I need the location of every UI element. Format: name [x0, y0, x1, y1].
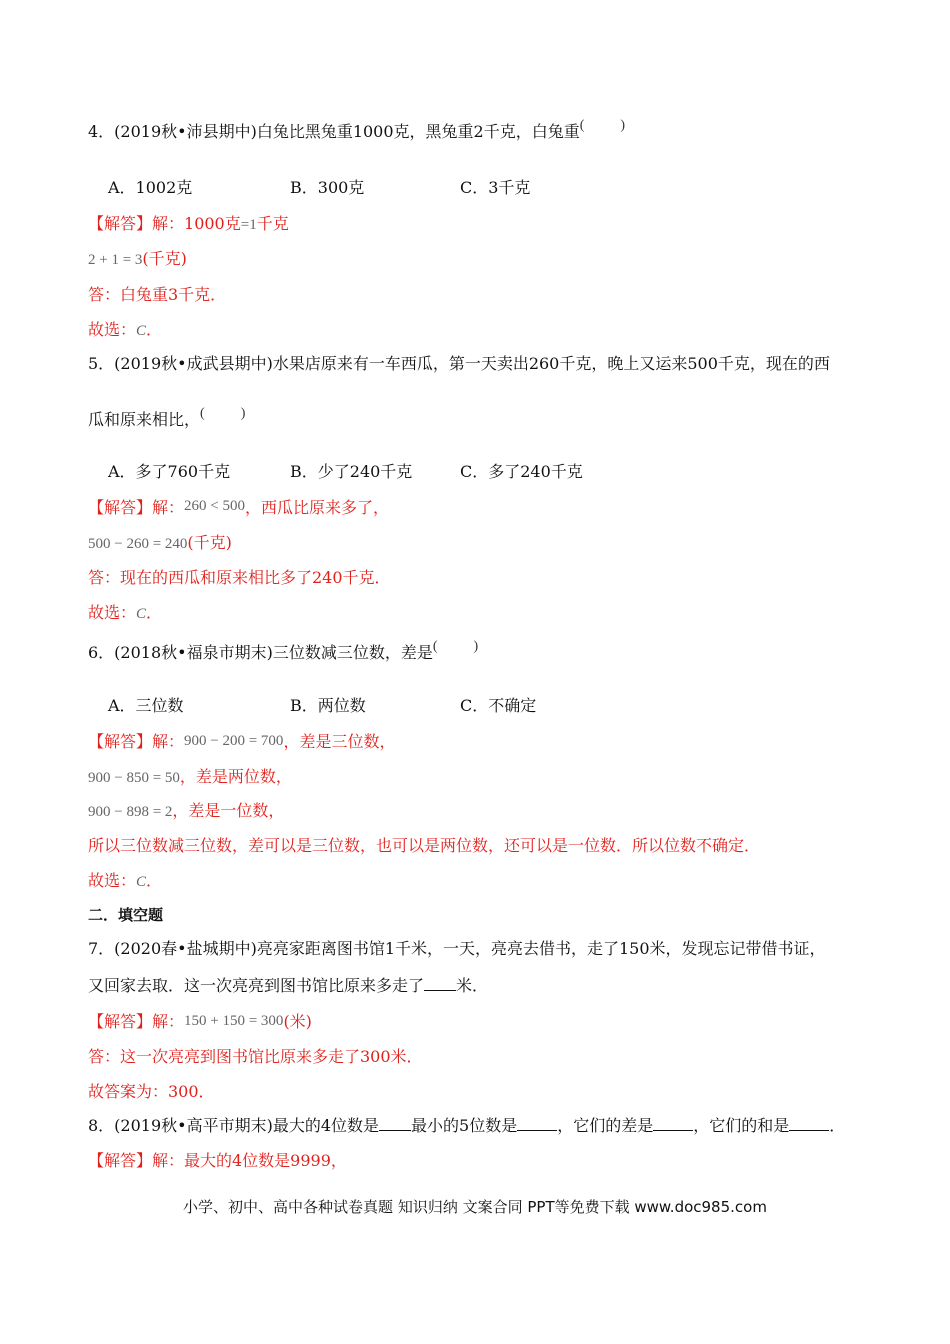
- q5-option-a: A．多了760千克: [108, 462, 231, 481]
- q7-answer-line1: 【解答】解：150 + 150 = 300(米): [88, 1012, 312, 1031]
- q5-stem-line2: 瓜和原来相比，( ): [88, 406, 246, 429]
- q7-answer-line2: 答：这一次亮亮到图书馆比原来多走了300米．: [88, 1047, 423, 1066]
- q6-answer-choice: 故选：C．: [88, 871, 163, 890]
- answer-paren: ( ): [432, 639, 479, 654]
- q5-option-c: C．多了240千克: [460, 462, 583, 481]
- q6-stem: 6．(2018秋•福泉市期末)三位数减三位数，差是( ): [88, 639, 479, 662]
- fill-blank: [517, 1116, 557, 1131]
- q5-stem-line1: 5．(2019秋•成武县期中)水果店原来有一车西瓜，第一天卖出260千克，晚上又运来500千克，现在的西: [88, 354, 830, 373]
- q4-answer-line2: 2 + 1 = 3(千克): [88, 249, 187, 268]
- q5-option-b: B．少了240千克: [290, 462, 413, 481]
- q6-option-c: C．不确定: [460, 696, 537, 715]
- q6-answer-line1: 【解答】解：900 − 200 = 700，差是三位数，: [88, 732, 396, 751]
- q6-answer-line4: 所以三位数减三位数，差可以是三位数，也可以是两位数，还可以是一位数．所以位数不确定．: [88, 836, 761, 855]
- q4-option-a: A．1002克: [108, 178, 193, 197]
- q6-option-b: B．两位数: [290, 696, 366, 715]
- q4-answer-line1: 【解答】解：1000克=1千克: [88, 214, 289, 233]
- q7-stem-line1: 7．(2020春•盐城期中)亮亮家距离图书馆1千米，一天，亮亮去借书，走了150米，发现忘记带借书证，: [88, 939, 826, 958]
- answer-paren: ( ): [200, 406, 246, 421]
- section-title: 二．填空题: [88, 906, 164, 924]
- answer-paren: ( ): [579, 118, 626, 133]
- q8-answer-line1: 【解答】解：最大的4位数是9999，: [88, 1151, 347, 1170]
- q6-answer-line3: 900 − 898 = 2，差是一位数，: [88, 801, 285, 820]
- q5-answer-choice: 故选：C．: [88, 603, 163, 622]
- q7-stem-line2: 又回家去取．这一次亮亮到图书馆比原来多走了 米．: [88, 976, 489, 995]
- fill-blank: [653, 1116, 693, 1131]
- q4-stem: 4．(2019秋•沛县期中)白兔比黑兔重1000克，黑兔重2千克，白兔重( ): [88, 118, 626, 141]
- page-footer: 小学、初中、高中各种试卷真题 知识归纳 文案合同 PPT等免费下载 www.doc985.com: [183, 1198, 767, 1216]
- fill-blank: [424, 976, 456, 991]
- q7-answer-line3: 故答案为：300．: [88, 1082, 215, 1101]
- q8-stem: 8．(2019秋•高平市期末)最大的4位数是 最小的5位数是 ，它们的差是 ，它们的和是 ．: [88, 1116, 846, 1135]
- q4-option-b: B．300克: [290, 178, 365, 197]
- q5-answer-line3: 答：现在的西瓜和原来相比多了240千克．: [88, 568, 391, 587]
- fill-blank: [789, 1116, 829, 1131]
- q6-answer-line2: 900 − 850 = 50，差是两位数，: [88, 767, 292, 786]
- q5-answer-line2: 500 − 260 = 240(千克): [88, 533, 232, 552]
- q5-answer-line1: 【解答】解：260 < 500，西瓜比原来多了，: [88, 498, 389, 517]
- q4-option-c: C．3千克: [460, 178, 531, 197]
- q6-option-a: A．三位数: [108, 696, 184, 715]
- q4-answer-line3: 答：白兔重3千克．: [88, 285, 227, 304]
- fill-blank: [379, 1116, 411, 1131]
- q4-answer-choice: 故选：C．: [88, 320, 163, 339]
